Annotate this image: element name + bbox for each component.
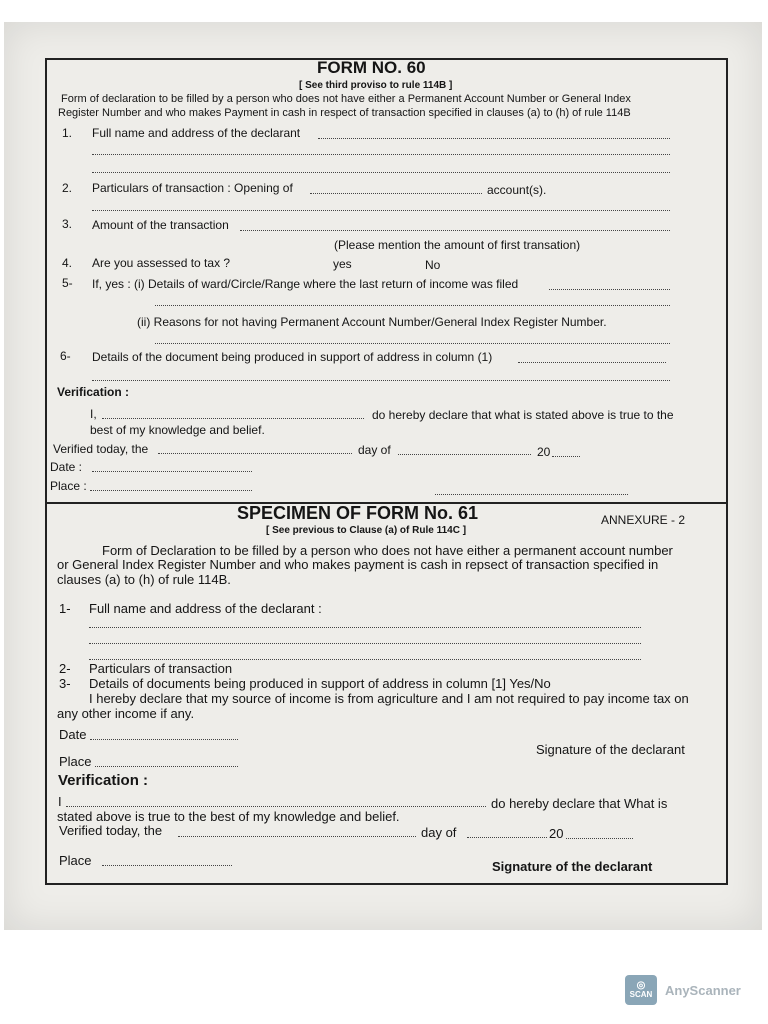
form60-verif-declare: do hereby declare that what is stated above is true to the [372,408,674,422]
form60-name-field-line3[interactable] [92,172,670,173]
form61-agri-line2: any other income if any. [57,706,195,721]
form60-declarant-name-field[interactable] [102,418,364,419]
form60-verified-today: Verified today, the [53,442,149,456]
form60-item4-number: 4. [62,256,73,270]
form60-verif-line2: best of my knowledge and belief. [90,423,265,437]
form60-transaction-field-line2[interactable] [92,210,670,211]
form60-item6-number: 6- [60,349,71,363]
form60-title: FORM NO. 60 [317,58,426,77]
form60-verification-label: Verification : [57,385,130,399]
form60-item1-label: Full name and address of the declarant [92,126,301,140]
form61-place2-field[interactable] [102,865,232,866]
form60-verified-day-field[interactable] [158,453,352,454]
scanner-logo-label: SCAN [629,990,653,999]
form60-account-type-field[interactable] [310,193,482,194]
form61-date-label: Date [59,727,87,742]
form61-annexure: ANNEXURE - 2 [601,513,686,527]
form60-item2-suffix: account(s). [487,183,547,197]
form60-item5-label: If, yes : (i) Details of ward/Circle/Range where the last return of income was filed [92,277,519,291]
form61-intro-line2: or General Index Register Number and who makes payment is cash in repsect of transaction specified in [57,557,659,572]
form60-name-field[interactable] [318,138,670,139]
form60-item6-label: Details of the document being produced in support of address in column (1) [92,350,493,364]
form60-item3-number: 3. [62,217,73,231]
form61-name-field-line3[interactable] [89,659,641,660]
form60-date-label: Date : [50,460,83,474]
form61-item2-label: Particulars of transaction [89,661,233,676]
form60-item4-label: Are you assessed to tax ? [92,256,231,270]
form61-item3-label: Details of documents being produced in support of address in column [1] Yes/No [89,676,551,691]
form61-item3-number: 3- [59,676,71,691]
form60-reasons-field[interactable] [155,343,670,344]
form60-month-field[interactable] [398,454,531,455]
form61-intro-line3: clauses (a) to (h) of rule 114B. [57,572,231,587]
form61-date-field[interactable] [90,739,238,740]
form60-document-field-line2[interactable] [92,380,670,381]
form61-name-field-line1[interactable] [89,627,641,628]
form60-ward-field[interactable] [549,289,670,290]
form60-yes-option[interactable]: yes [333,257,352,271]
form61-intro-line1: Form of Declaration to be filled by a person who does not have either a permanent account number [102,543,673,558]
form61-agri-line1: I hereby declare that my source of income is from agriculture and I am not required to pay income tax on [89,691,689,706]
form60-intro-line1: Form of declaration to be filled by a person who does not have either a Permanent Account Number or General Index [61,93,631,105]
form61-year-field[interactable] [566,838,633,839]
form60-item2-label: Particulars of transaction : Opening of [92,181,293,195]
form60-item3-label: Amount of the transaction [92,218,229,232]
form61-verified-day-field[interactable] [178,836,416,837]
form60-verif-i: I, [90,407,97,421]
form60-date-field[interactable] [92,471,252,472]
form61-signature-label-1: Signature of the declarant [536,742,685,757]
form60-amount-field[interactable] [240,230,670,231]
form61-year-prefix: 20 [549,826,564,841]
form60-place-field[interactable] [90,490,252,491]
form60-ward-field-line2[interactable] [155,305,670,306]
form61-item1-label: Full name and address of the declarant : [89,601,322,616]
form60-year-prefix: 20 [537,445,551,459]
form61-verif-declare: do hereby declare that What is [491,796,668,811]
scanner-logo-icon: ◎ SCAN [625,975,657,1005]
form60-year-field[interactable] [552,456,580,457]
form61-name-field-line2[interactable] [89,643,641,644]
form61-month-field[interactable] [467,837,547,838]
form61-declarant-name-field[interactable] [66,806,486,807]
form61-place2-label: Place [59,853,92,868]
form61-verif-i: I [58,794,62,809]
form60-signature-field[interactable] [435,494,628,495]
form61-verification-label: Verification : [58,772,149,789]
form60-item5-number: 5- [62,276,73,290]
form60-item5-ii-label: (ii) Reasons for not having Permanent Account Number/General Index Register Number. [137,315,607,329]
form61-verified-today: Verified today, the [59,823,163,838]
form61-place-label: Place [59,754,92,769]
scanner-watermark [625,975,741,1005]
form61-verif-line2: stated above is true to the best of my knowledge and belief. [57,809,400,824]
form60-item1-number: 1. [62,126,73,140]
form61-day-of: day of [421,825,457,840]
form60-subtitle: [ See third proviso to rule 114B ] [299,80,453,91]
scanner-brand: AnyScanner [665,982,741,998]
form60-no-option[interactable]: No [425,258,441,272]
form61-subtitle: [ See previous to Clause (a) of Rule 114C ] [266,525,467,536]
form61-signature-label-2: Signature of the declarant [492,859,653,874]
form60-intro-line2: Register Number and who makes Payment in cash in respect of transaction specified in clauses (a) to (h) of rule 114B [58,107,631,119]
form61-title: SPECIMEN OF FORM No. 61 [237,503,479,523]
form60-name-field-line2[interactable] [92,154,670,155]
form60-document-field[interactable] [518,362,666,363]
form60-day-of: day of [358,443,391,457]
form61-place-field[interactable] [95,766,238,767]
form60-item3-note: (Please mention the amount of first transation) [334,238,581,252]
form60-place-label: Place : [50,479,87,493]
form60-item2-number: 2. [62,181,73,195]
form61-item1-number: 1- [59,601,71,616]
form61-item2-number: 2- [59,661,71,676]
